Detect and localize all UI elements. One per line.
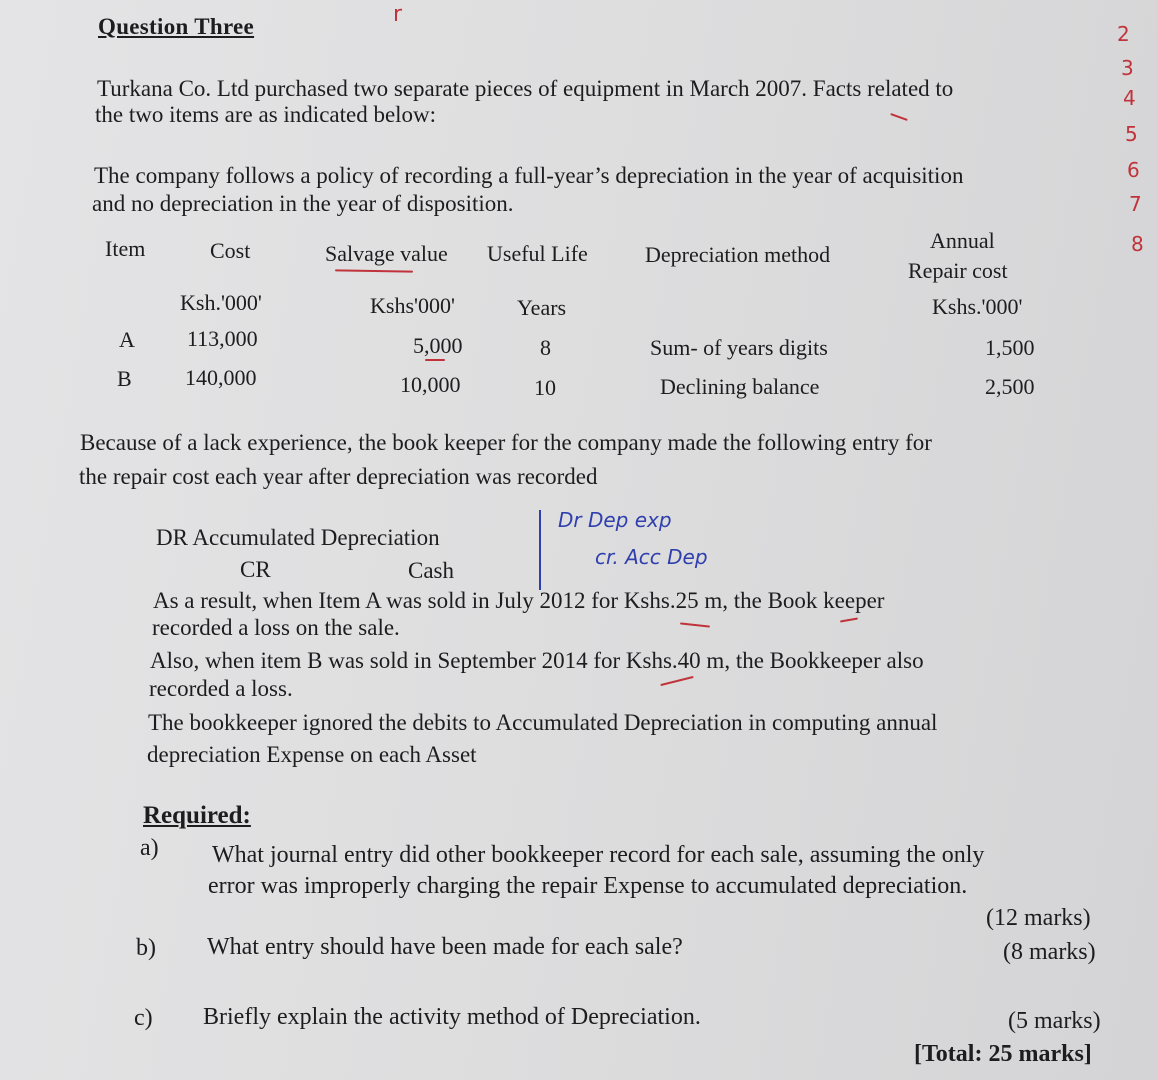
margin-number: 6 [1127,158,1140,182]
unit-salvage: Kshs'000' [370,293,455,318]
question-a-label: a) [140,835,159,861]
question-a-line-2: error was improperly charging the repair Expense to accumulated depreciation. [208,873,968,899]
row-a-salvage: 5,000 [413,333,463,358]
red-underline-2014 [660,676,693,686]
header-repair-line-1: Annual [930,228,995,253]
row-b-life: 10 [534,375,556,400]
red-pen-mark: r [393,2,403,27]
unit-cost: Ksh.'000' [180,290,262,315]
row-b-method: Declining balance [660,374,820,399]
required-heading: Required: [143,802,251,829]
result-line-6: depreciation Expense on each Asset [147,742,477,767]
margin-number: 8 [1131,232,1144,256]
policy-line-1: The company follows a policy of recording a full-year’s depreciation in the year of acquisition [94,163,964,188]
row-b-cost: 140,000 [185,365,257,390]
row-a-repair: 1,500 [985,335,1035,360]
red-underline-july [680,622,710,627]
row-a-method: Sum- of years digits [650,335,828,360]
question-a-marks: (12 marks) [986,905,1091,931]
question-b-label: b) [136,935,156,961]
question-b-text: What entry should have been made for each sale? [207,934,683,960]
question-title: Question Three [98,14,255,39]
margin-number: 3 [1121,56,1134,80]
unit-life: Years [517,295,567,320]
header-item: Item [105,236,146,261]
because-line-2: the repair cost each year after depreciation was recorded [79,464,598,489]
result-line-1: As a result, when Item A was sold in July 2012 for Kshs.25 m, the Book keeper [153,588,885,613]
header-cost: Cost [210,238,251,263]
blue-pen-divider [539,510,541,590]
entry-credit-label: CR [240,557,271,582]
handwritten-note-debit: Dr Dep exp [558,508,672,532]
margin-number: 2 [1117,22,1130,46]
row-b-salvage: 10,000 [400,372,461,397]
question-c-label: c) [134,1005,153,1031]
red-underline-25m [840,617,858,622]
row-a-item: A [119,327,135,352]
question-c-marks: (5 marks) [1008,1008,1101,1034]
margin-number: 4 [1123,86,1136,110]
question-b-marks: (8 marks) [1003,939,1096,965]
red-mark-row-a [425,359,445,361]
result-line-3: Also, when item B was sold in September 2014 for Kshs.40 m, the Bookkeeper also [150,648,924,673]
row-a-cost: 113,000 [187,326,258,351]
header-repair-line-2: Repair cost [908,258,1008,283]
question-a-line-1: What journal entry did other bookkeeper record for each sale, assuming the only [212,842,985,868]
result-line-5: The bookkeeper ignored the debits to Accumulated Depreciation in computing annual [148,710,938,735]
entry-debit-line: DR Accumulated Depreciation [156,525,440,550]
entry-credit-account: Cash [408,558,454,583]
result-line-4: recorded a loss. [149,676,293,701]
policy-line-2: and no depreciation in the year of disposition. [92,191,514,216]
total-marks: [Total: 25 marks] [914,1041,1092,1067]
header-depreciation-method: Depreciation method [645,242,831,267]
margin-number: 7 [1129,192,1142,216]
because-line-1: Because of a lack experience, the book keeper for the company made the following entry for [80,430,932,455]
intro-line-2: the two items are as indicated below: [95,102,437,127]
handwritten-note-credit: cr. Acc Dep [595,545,708,569]
margin-number: 5 [1125,122,1138,146]
row-a-life: 8 [540,335,551,360]
red-underline-salvage [335,269,413,272]
row-b-repair: 2,500 [985,374,1035,399]
intro-line-1: Turkana Co. Ltd purchased two separate pieces of equipment in March 2007. Facts related to [97,76,954,101]
header-useful-life: Useful Life [487,241,588,266]
result-line-2: recorded a loss on the sale. [152,615,400,640]
red-tick-mark [890,113,908,121]
unit-repair: Kshs.'000' [932,294,1023,319]
question-c-text: Briefly explain the activity method of Depreciation. [203,1004,701,1030]
row-b-item: B [117,366,132,391]
header-salvage: Salvage value [325,241,448,266]
